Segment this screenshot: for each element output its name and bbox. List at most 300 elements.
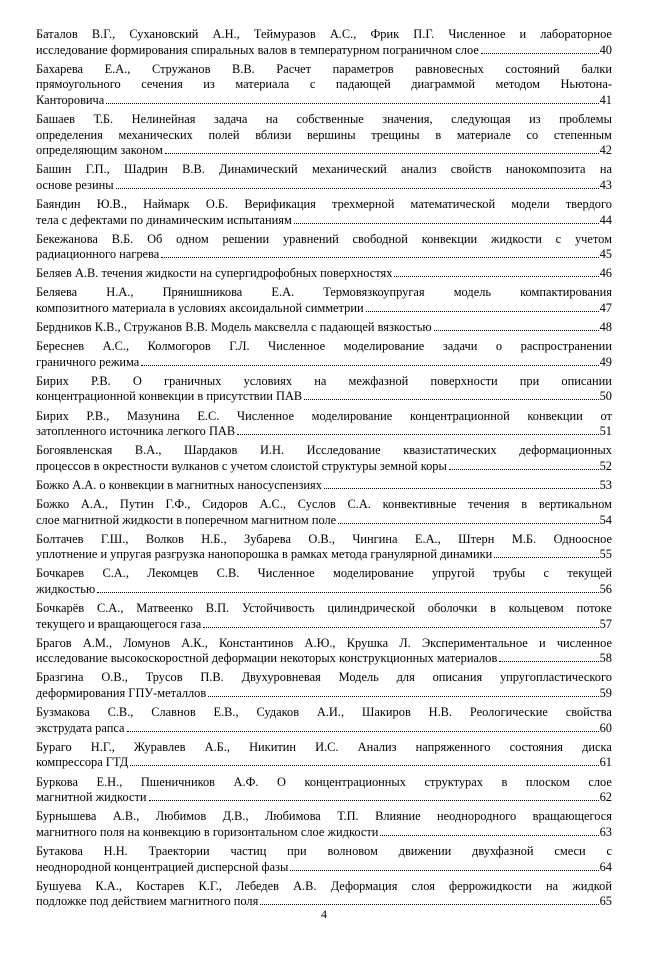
toc-word: смеси (554, 843, 586, 858)
toc-word: Термовязкоупругая (323, 285, 425, 300)
toc-word: Одноосное (553, 531, 612, 546)
toc-word: учетом (574, 231, 612, 246)
toc-word: К.А., (95, 878, 122, 893)
toc-entry-line (36, 775, 612, 791)
toc-entry-last-line (36, 459, 612, 475)
toc-entry[interactable] (36, 601, 612, 632)
toc-entry[interactable] (36, 705, 612, 736)
toc-word: упругопластического (499, 670, 612, 685)
toc-word: структурах (424, 774, 483, 789)
toc-word: задачи (442, 339, 478, 354)
toc-page-number: 61 (599, 755, 612, 770)
toc-word: при (519, 373, 540, 388)
toc-word: частиц (230, 843, 267, 858)
toc-entry[interactable] (36, 879, 612, 910)
toc-word: Устойчивость (241, 601, 315, 616)
toc-word: Реологические (469, 705, 548, 720)
toc-page-number: 60 (599, 720, 612, 735)
toc-word: моделирование (311, 408, 393, 423)
toc-word: А.В. (293, 878, 317, 893)
toc-word: Никитин (249, 739, 297, 754)
toc-word: Р.В., (86, 408, 110, 423)
toc-word: Т.Б. (93, 111, 114, 126)
toc-word: Колмогоров (147, 339, 211, 354)
toc-word: Ньютона- (560, 77, 612, 92)
toc-word: Любимова (264, 809, 321, 824)
toc-word: А.М., (82, 635, 113, 650)
toc-word: собственные (296, 111, 364, 126)
toc-word: Шакиров (361, 705, 411, 720)
toc-word: Г.П., (85, 162, 110, 177)
toc-word: Мазунина (126, 408, 180, 423)
toc-entry-text: исследование формирования спиральных валов в температурном пограничном слое (36, 42, 479, 57)
toc-word: методом (495, 77, 541, 92)
toc-word: Н.Б., (201, 531, 227, 546)
toc-word: Верификация (244, 196, 316, 211)
toc-word: Модель (338, 670, 379, 685)
toc-word: плоском (525, 774, 570, 789)
toc-entry-last-line (36, 513, 612, 529)
toc-page-number: 40 (599, 42, 612, 57)
toc-word: и (538, 635, 546, 650)
toc-word: твердого (565, 196, 612, 211)
dot-leader (338, 522, 598, 524)
toc-word: М.Б. (511, 531, 537, 546)
toc-word: Пшеничников (140, 774, 216, 789)
toc-word: проблемы (559, 111, 612, 126)
toc-word: с (555, 231, 562, 246)
toc-entry-line (36, 844, 612, 860)
toc-entry[interactable] (36, 740, 612, 771)
toc-word: Бураго (36, 739, 72, 754)
toc-word: материала (235, 77, 290, 92)
toc-page-number: 58 (599, 651, 612, 666)
toc-word: Н.В. (428, 705, 453, 720)
toc-word: А.С., (259, 497, 287, 512)
toc-page-number: 65 (599, 894, 612, 909)
toc-word: П.В. (200, 670, 224, 685)
toc-word: Бочкарёв (36, 601, 85, 616)
toc-entry-line (36, 809, 612, 825)
toc-entry[interactable] (36, 62, 612, 109)
toc-word: Брагов (36, 635, 72, 650)
toc-word: С.А., (96, 601, 124, 616)
toc-entry-last-line (36, 617, 612, 633)
dot-leader (304, 398, 598, 400)
toc-entry-last-line (36, 424, 612, 440)
toc-entry-text: Бердников К.В., Стружанов В.В. Модель максвелла с падающей вязкостью (36, 320, 432, 335)
toc-entry[interactable] (36, 197, 612, 228)
toc-entry[interactable] (36, 566, 612, 597)
toc-word: свойств (450, 162, 492, 177)
toc-page-number: 51 (599, 424, 612, 439)
toc-word: О.В., (308, 531, 335, 546)
toc-entry[interactable] (36, 266, 612, 282)
toc-entry-line (36, 879, 612, 895)
toc-word: оболочки (427, 601, 478, 616)
toc-word: В.Б. (111, 231, 134, 246)
dot-leader (116, 187, 599, 189)
toc-entry[interactable] (36, 112, 612, 159)
toc-word: А.И., (316, 705, 345, 720)
toc-word: диаграммой (411, 77, 475, 92)
toc-word: Т.П. (337, 809, 359, 824)
toc-word: Бирих (36, 373, 69, 388)
toc-entry[interactable] (36, 27, 612, 58)
toc-entry-text: радиационного нагрева (36, 247, 160, 262)
toc-word: Бахарева (36, 61, 84, 76)
toc-entry-line (36, 443, 612, 459)
toc-entry-text: жидкостью (36, 582, 96, 596)
toc-word: трехмерной (332, 196, 395, 211)
toc-entry-line (36, 27, 612, 43)
toc-entry-line (36, 232, 612, 248)
toc-word: И.С. (315, 739, 339, 754)
toc-word: из (203, 77, 215, 92)
toc-word: падающей (335, 77, 391, 92)
toc-page-number: 64 (599, 859, 612, 874)
toc-word: в (435, 127, 442, 142)
toc-word: Е.С. (197, 408, 220, 423)
toc-word: равновесных (415, 61, 484, 76)
dot-leader (141, 364, 598, 366)
toc-word: Бурнышева (36, 809, 97, 824)
toc-entry-text: Канторовича (36, 92, 105, 107)
toc-word: Влияние (375, 809, 421, 824)
toc-word: Фрик (370, 27, 400, 41)
toc-word: одном (176, 231, 209, 246)
toc-word: на (599, 162, 612, 177)
toc-word: Бочкарев (36, 566, 85, 581)
toc-entry[interactable] (36, 809, 612, 840)
toc-word: Бразгина (36, 670, 84, 685)
toc-word: Лебедев (236, 878, 279, 893)
dot-leader (130, 764, 598, 766)
dot-leader (203, 626, 598, 628)
toc-word: компактирования (520, 285, 612, 300)
toc-word: Численное (448, 27, 506, 41)
toc-entry[interactable] (36, 320, 612, 336)
toc-entry[interactable] (36, 497, 612, 528)
toc-entry-last-line (36, 478, 612, 494)
toc-page-number: 44 (599, 212, 612, 227)
toc-word: описания (432, 670, 483, 685)
toc-word: упругой (431, 566, 475, 581)
toc-word: Бушуева (36, 878, 82, 893)
toc-word: решении (222, 231, 270, 246)
toc-entry-text: магнитного поля на конвекцию в горизонтальном слое жидкости (36, 824, 379, 839)
toc-word: кольцевом (508, 601, 564, 616)
toc-entry-line (36, 601, 612, 617)
toc-entry-line (36, 409, 612, 425)
toc-word: межфазной (348, 373, 409, 388)
toc-word: Славнов (151, 705, 196, 720)
dot-leader (165, 152, 599, 154)
toc-entry-last-line (36, 320, 612, 336)
toc-entry[interactable] (36, 162, 612, 193)
toc-word: состояний (505, 61, 560, 76)
toc-word: квазистатических (403, 443, 497, 458)
toc-entry[interactable] (36, 844, 612, 875)
toc-page-number: 57 (599, 616, 612, 631)
toc-entry-line (36, 77, 612, 93)
toc-entry-line (36, 339, 612, 355)
toc-word: Бузмакова (36, 705, 90, 720)
dot-leader (380, 834, 598, 836)
toc-entry-line (36, 128, 612, 144)
toc-word: движении (398, 843, 452, 858)
dot-leader (260, 903, 598, 905)
toc-word: жидкой (572, 878, 612, 893)
toc-word: Анализ (357, 739, 397, 754)
toc-word: диска (582, 739, 612, 754)
toc-word: материале (456, 127, 511, 142)
toc-word: с (309, 77, 316, 92)
toc-word: на (265, 111, 279, 126)
toc-entry-line (36, 670, 612, 686)
toc-word: Судаков (256, 705, 300, 720)
toc-word: Г.Ф., (165, 497, 191, 512)
toc-word: Численное (268, 339, 326, 354)
toc-page-number: 52 (599, 458, 612, 473)
toc-word: следующая (451, 111, 511, 126)
toc-word: при (287, 843, 307, 858)
toc-entry-last-line (36, 755, 612, 771)
toc-word: значения, (382, 111, 433, 126)
toc-word: трубы (492, 566, 526, 581)
toc-word: И.Н. (259, 443, 285, 458)
toc-word: в (521, 497, 528, 512)
toc-entry-text: Божко А.А. о конвекции в магнитных наносуспензиях (36, 477, 322, 492)
toc-word: А.Ф. (233, 774, 259, 789)
toc-word: К.Г., (198, 878, 222, 893)
toc-word: А.В., (112, 809, 140, 824)
toc-word: определения (36, 127, 103, 142)
toc-entry-last-line (36, 266, 612, 282)
toc-word: напряженного (415, 739, 491, 754)
toc-entry-text: уплотнение и упругая разгрузка нанопорошка в рамках метода гранулярной динамики (36, 547, 493, 562)
toc-word: модели (511, 196, 550, 211)
toc-word: деформационных (519, 443, 612, 458)
toc-word: конвекции (421, 231, 478, 246)
toc-word: Божко (36, 497, 70, 512)
toc-word: Константинов (218, 635, 294, 650)
toc-word: вращающегося (532, 809, 612, 824)
toc-entry-last-line (36, 247, 612, 263)
toc-entry-text: слое магнитной жидкости в поперечном магнитном поле (36, 512, 337, 527)
toc-word: Баяндин (36, 196, 81, 211)
toc-page-number: 41 (599, 92, 612, 107)
toc-page-number: 49 (599, 354, 612, 369)
toc-entry[interactable] (36, 478, 612, 494)
toc-word: Теймуразов (253, 27, 316, 41)
toc-word: вертикальном (538, 497, 612, 512)
toc-word: численное (556, 635, 612, 650)
toc-entry-last-line (36, 582, 612, 598)
toc-word: Н.Н. (103, 843, 128, 858)
toc-word: А.К., (181, 635, 208, 650)
toc-entry-text: неоднородной концентрацией дисперсной фазы (36, 859, 289, 874)
toc-word: Н.Г., (90, 739, 115, 754)
toc-word: Матвеенко (136, 601, 193, 616)
toc-word: А.Б., (204, 739, 230, 754)
toc-word: Деформация (330, 878, 398, 893)
toc-word: конвекции (527, 408, 583, 423)
toc-word: Трусов (145, 670, 183, 685)
toc-entry-last-line (36, 355, 612, 371)
toc-word: условиях (243, 373, 293, 388)
toc-word: с (543, 566, 550, 581)
toc-word: Костарев (136, 878, 185, 893)
toc-word: Сидоров (202, 497, 248, 512)
toc-word: Численное (237, 408, 295, 423)
page-number: 4 (321, 907, 327, 921)
toc-entry-line (36, 197, 612, 213)
toc-word: В.В. (232, 61, 255, 76)
toc-word: А.С., (102, 339, 130, 354)
toc-entry-line (36, 112, 612, 128)
toc-word: В.П. (205, 601, 230, 616)
toc-word: поверхности (430, 373, 498, 388)
toc-entry[interactable] (36, 775, 612, 806)
toc-page-number: 63 (599, 824, 612, 839)
toc-word: свойства (565, 705, 612, 720)
toc-entry-text: подложке под действием магнитного поля (36, 894, 259, 909)
toc-page-number: 55 (599, 547, 612, 562)
toc-word: от (600, 408, 612, 423)
toc-word: Двухуровневая (241, 670, 321, 685)
toc-word: Е.В., (213, 705, 239, 720)
toc-entry-line (36, 497, 612, 513)
toc-entry-text: компрессора ГТД (36, 755, 129, 770)
toc-entry-text: исследование высокоскоростной деформации некоторых конструкционных материалов (36, 651, 498, 666)
dot-leader (127, 730, 599, 732)
toc-word: полей (208, 127, 240, 142)
toc-word: О.В., (101, 670, 128, 685)
toc-word: Сухановский (129, 27, 199, 41)
dot-leader (161, 256, 598, 258)
toc-word: Нелинейная (131, 111, 196, 126)
toc-word: В.Г., (91, 27, 116, 41)
toc-entry[interactable] (36, 636, 612, 667)
toc-word: волновом (327, 843, 378, 858)
dot-leader (434, 329, 599, 331)
toc-word: с (606, 843, 612, 858)
toc-word: О (276, 774, 286, 789)
toc-word: Башаев (36, 111, 76, 126)
toc-entry-line (36, 566, 612, 582)
toc-word: П.Г. (413, 27, 435, 41)
toc-word: о (495, 339, 503, 354)
toc-entry-text: Беляев А.В. течения жидкости на супергидрофобных поверхностях (36, 266, 393, 281)
toc-word: феррожидкости (449, 878, 532, 893)
toc-word: Башин (36, 162, 72, 177)
toc-entry-text: композитного материала в условиях аксоидальной симметрии (36, 301, 364, 315)
toc-page-number: 62 (599, 790, 612, 805)
toc-word: Ломунов (123, 635, 171, 650)
toc-word: слое (588, 774, 612, 789)
toc-entry-last-line (36, 860, 612, 876)
toc-entry[interactable] (36, 670, 612, 701)
toc-entry-line (36, 285, 612, 301)
toc-word: А.С., (329, 27, 357, 41)
toc-entry-last-line (36, 93, 612, 109)
toc-entry-text: текущего и вращающегося газа (36, 616, 202, 631)
toc-entry[interactable] (36, 285, 612, 316)
toc-word: вершины (306, 127, 356, 142)
toc-word: А.А., (80, 497, 109, 512)
toc-page-number: 48 (599, 320, 612, 335)
toc-word: Штерн (458, 531, 495, 546)
toc-word: Г.Л. (229, 339, 250, 354)
toc-word: Ю.В., (96, 196, 127, 211)
toc-word: концентрационной (409, 408, 510, 423)
toc-page-number: 53 (599, 477, 612, 492)
toc-word: неоднородного (437, 809, 517, 824)
toc-word: со (526, 127, 539, 142)
toc-word: двухфазной (472, 843, 534, 858)
toc-entry-last-line (36, 389, 612, 405)
dot-leader (324, 487, 599, 489)
toc-word: в (501, 774, 508, 789)
toc-entry-last-line (36, 790, 612, 806)
toc-word: для (396, 670, 415, 685)
toc-word: лабораторное (540, 27, 612, 41)
toc-entry-last-line (36, 178, 612, 194)
toc-entry-line (36, 532, 612, 548)
toc-word: моделирование (332, 566, 414, 581)
dot-leader (394, 275, 598, 277)
toc-word: распространении (520, 339, 612, 354)
toc-word: сечения (141, 77, 183, 92)
toc-word: Численное (257, 566, 315, 581)
toc-entry[interactable] (36, 532, 612, 563)
toc-word: С.В. (216, 566, 240, 581)
toc-word: Зубарева (244, 531, 291, 546)
toc-word: Шадрин (124, 162, 168, 177)
toc-entry[interactable] (36, 409, 612, 440)
toc-word: состояния (509, 739, 563, 754)
toc-word: Богоявленская (36, 443, 113, 458)
toc-word: в (490, 601, 496, 616)
toc-word: Волков (145, 531, 184, 546)
toc-word: Бирих (36, 408, 69, 423)
toc-word: О (132, 373, 142, 388)
toc-entry-last-line (36, 143, 612, 159)
toc-entry-text: процессов в окрестности вулканов с учетом слоистой структуры земной коры (36, 458, 447, 473)
toc-entry[interactable] (36, 232, 612, 263)
toc-word: балки (581, 61, 612, 76)
toc-word: цилиндрической (327, 601, 415, 616)
toc-word: текущей (567, 566, 612, 581)
toc-entry[interactable] (36, 443, 612, 474)
toc-word: С.В., (107, 705, 134, 720)
toc-word: нанокомпозита (505, 162, 586, 177)
dot-leader (449, 468, 599, 470)
toc-word: Д.В., (222, 809, 249, 824)
toc-word: конвективные (382, 497, 457, 512)
dot-leader (149, 799, 599, 801)
toc-word: анализ (401, 162, 437, 177)
toc-word: моделирование (343, 339, 425, 354)
toc-entry-text: затопленного источника легкого ПАВ (36, 424, 236, 439)
toc-word: Об (147, 231, 163, 246)
toc-entry[interactable] (36, 374, 612, 405)
toc-word: Журавлев (133, 739, 186, 754)
toc-entry[interactable] (36, 339, 612, 370)
toc-word: описании (561, 373, 612, 388)
table-of-contents (36, 27, 612, 913)
